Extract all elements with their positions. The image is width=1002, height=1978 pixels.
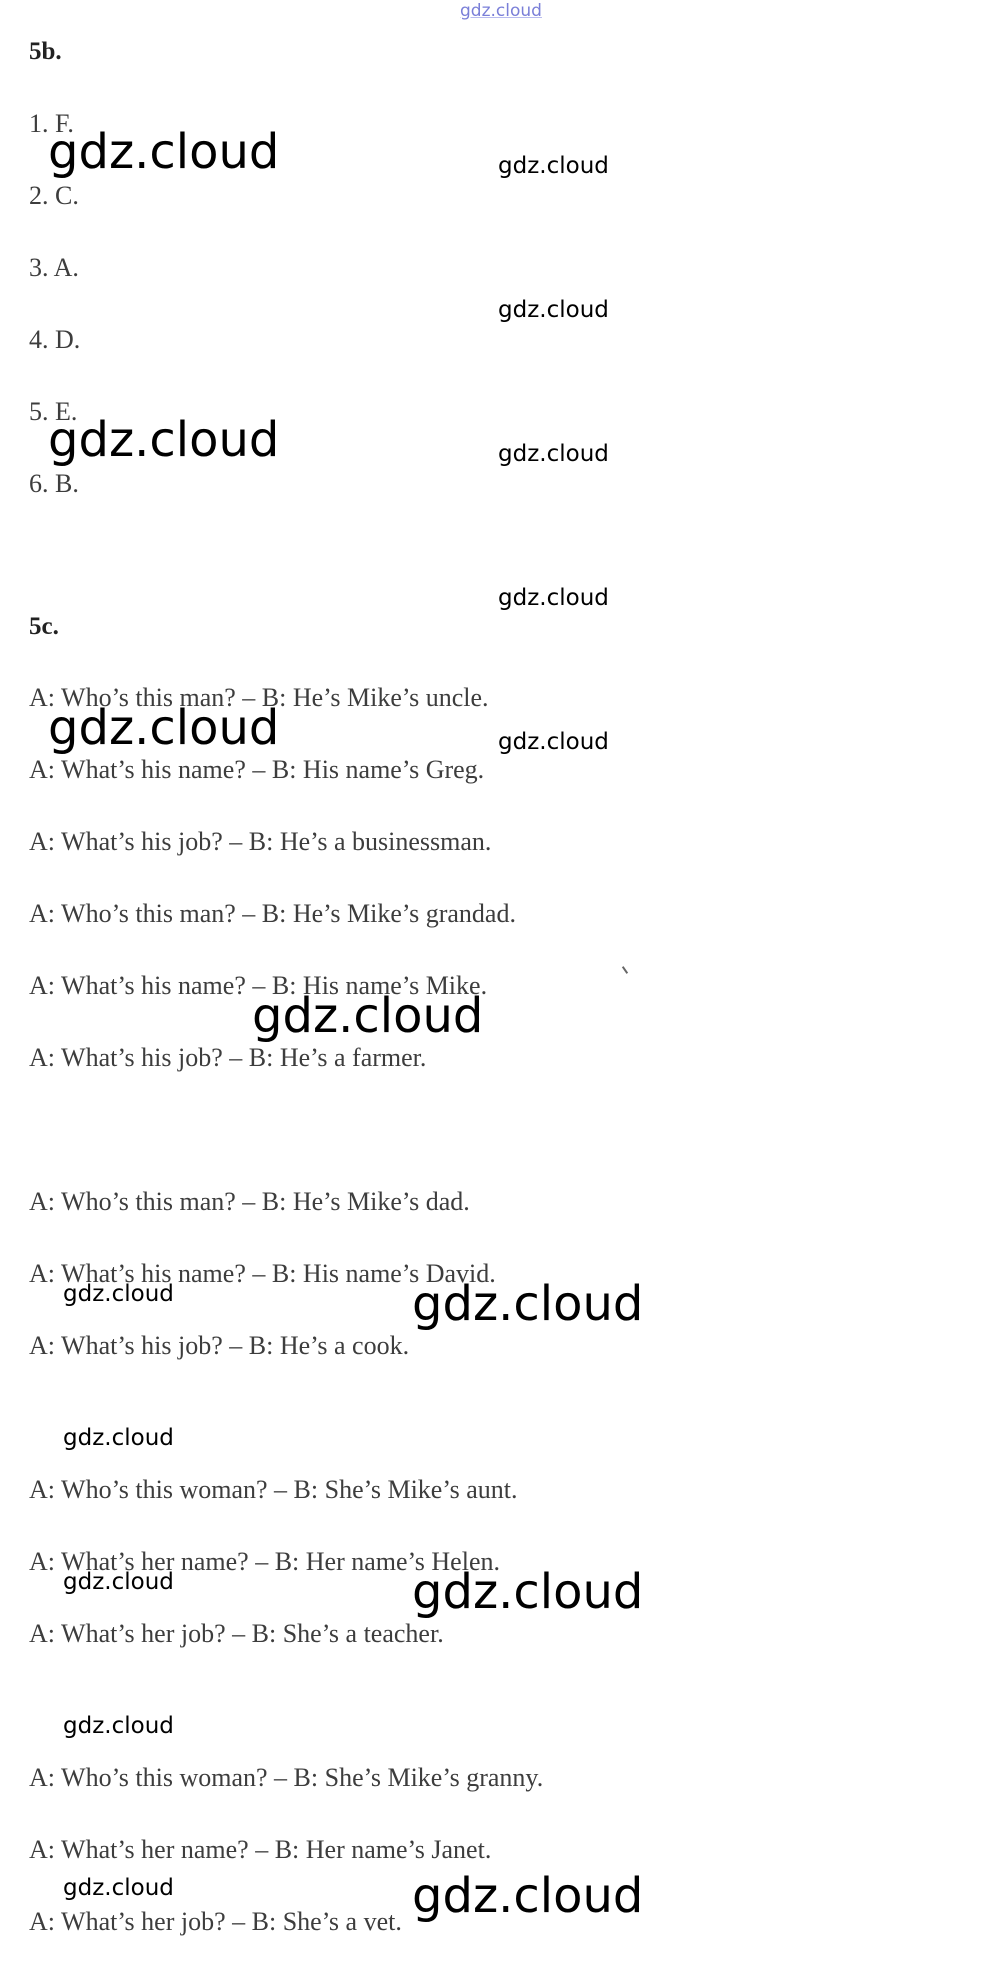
dialogue-line: A: What’s her job? – B: She’s a vet. <box>29 1907 402 1936</box>
dialogue-line: A: Who’s this man? – B: He’s Mike’s dad. <box>29 1187 470 1216</box>
watermark: gdz.cloud <box>412 1868 644 1924</box>
dialogue-line: A: What’s his name? – B: His name’s Mike. <box>29 971 488 1000</box>
watermark: gdz.cloud <box>498 441 609 467</box>
dialogue-line: A: Who’s this man? – B: He’s Mike’s grandad. <box>29 899 516 928</box>
watermark: gdz.cloud <box>48 412 280 468</box>
answer-item: 4. D. <box>29 325 81 354</box>
dialogue-line: A: What’s his name? – B: His name’s Greg. <box>29 755 485 784</box>
watermark: gdz.cloud <box>498 585 609 611</box>
dialogue-line: A: What’s her name? – B: Her name’s Helen. <box>29 1547 500 1576</box>
watermark: gdz.cloud <box>48 124 280 180</box>
watermark: gdz.cloud <box>48 700 280 756</box>
dialogue-line: A: What’s her name? – B: Her name’s Janet. <box>29 1835 492 1864</box>
answer-item: 3. A. <box>29 253 79 282</box>
heading-5c: 5c. <box>29 613 59 640</box>
dialogue-line: A: What’s his job? – B: He’s a cook. <box>29 1331 410 1360</box>
dialogue-line: A: Who’s this woman? – B: She’s Mike’s aunt. <box>29 1475 518 1504</box>
watermark: gdz.cloud <box>252 988 484 1044</box>
dialogue-line: A: Who’s this woman? – B: She’s Mike’s granny. <box>29 1763 544 1792</box>
watermark: gdz.cloud <box>63 1281 174 1307</box>
dialogue-line: A: What’s his name? – B: His name’s David. <box>29 1259 496 1288</box>
heading-5b: 5b. <box>29 38 62 65</box>
watermark: gdz.cloud <box>63 1713 174 1739</box>
watermark: gdz.cloud <box>63 1425 174 1451</box>
top-watermark: gdz.cloud <box>460 1 542 21</box>
watermark: gdz.cloud <box>498 729 609 755</box>
dialogue-line: A: What’s his job? – B: He’s a businessman. <box>29 827 492 856</box>
watermark: gdz.cloud <box>412 1276 644 1332</box>
watermark: gdz.cloud <box>63 1569 174 1595</box>
watermark: gdz.cloud <box>498 297 609 323</box>
dialogue-line: A: What’s his job? – B: He’s a farmer. <box>29 1043 427 1072</box>
watermark: gdz.cloud <box>63 1875 174 1901</box>
answer-item: 6. B. <box>29 469 79 498</box>
answer-item: 1. F. <box>29 109 74 138</box>
stray-mark <box>622 966 628 974</box>
watermark: gdz.cloud <box>412 1564 644 1620</box>
dialogue-line: A: Who’s this man? – B: He’s Mike’s uncle. <box>29 683 489 712</box>
answer-item: 5. E. <box>29 397 78 426</box>
answer-item: 2. C. <box>29 181 79 210</box>
dialogue-line: A: What’s her job? – B: She’s a teacher. <box>29 1619 444 1648</box>
watermark: gdz.cloud <box>498 153 609 179</box>
